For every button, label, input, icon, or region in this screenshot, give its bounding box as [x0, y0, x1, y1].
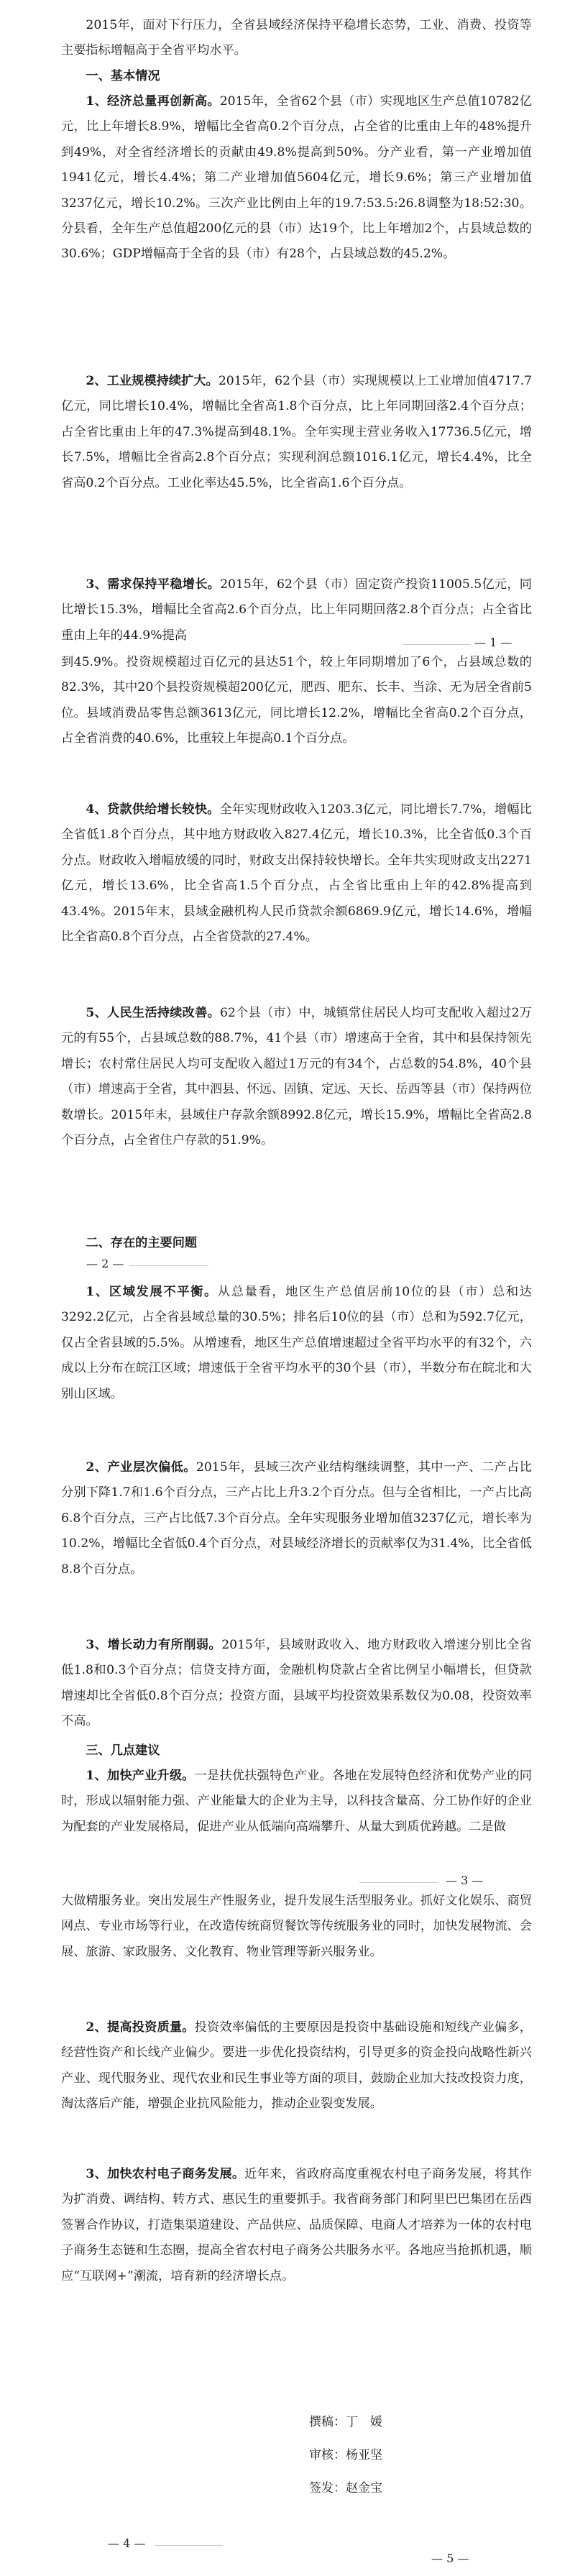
paragraph-ecommerce: 3、加快农村电子商务发展。近年来，省政府高度重视农村电子商务发展，将其作为扩消费、调结构、转方式、惠民生的重要抓手。我省商务部门和阿里巴巴集团在岳西签署合作协议，打造集渠道建设、产品供应、品质保障、电商人才培养为一体的农村电子商务生态链和生态圈，提高全省农村电子商务公共服务水平。各地应当抢抓机遇，顺应“互联网+”潮流，培育新的经济增长点。	[61, 2167, 532, 2283]
paragraph-economy: 1、经济总量再创新高。2015年，全省62个县（市）实现地区生产总值10782亿元，比上年增长8.9%，增幅比全省高0.2个百分点，占全省的比重由上年的48%提升到49%，对全省经济增长的贡献由49.8%提高到50%。分产业看，第一产业增加值1941亿元，增长4.4%；第二产业增加值5604亿元，增长9.6%；第三产业增加值3237亿元，增长10.2%。三次产业比例由上年的19.7:53.5:26.8调整为18:52:30。分县看，全年生产总值超200亿元的县（市）达19个，比上年增加2个，占县域总数的30.6%；GDP增幅高于全省的县（市）有28个，占县域总数的45.2%。	[61, 94, 532, 262]
page-divider	[129, 1265, 208, 1266]
section-heading-problems: 二、存在的主要问题	[86, 1236, 198, 1250]
page-number-2: — 2 —	[86, 1257, 124, 1270]
paragraph-demand: 3、需求保持平稳增长。2015年，62个县（市）固定资产投资11005.5亿元，同比增长15.3%，增幅比全省高2.6个百分点，比上年同期回落2.8个百分点；占全省比重由上年的44.9%提高	[61, 577, 532, 643]
intro-paragraph: 2015年，面对下行压力，全省县域经济保持平稳增长态势，工业、消费、投资等主要指标增幅高于全省平均水平。	[61, 18, 532, 58]
page-divider	[359, 1882, 438, 1883]
paragraph-upgrade-cont: 大做精服务业。突出发展生产性服务业，提升发展生活型服务业。抓好文化娱乐、商贸网点、专业市场等行业，在改造传统商贸餐饮等传统服务业的同时，加快发展物流、会展、旅游、家政服务、文化教育、物业管理等新兴服务业。	[61, 1894, 532, 1959]
section-heading-suggestions: 三、几点建议	[86, 1743, 160, 1758]
paragraph-imbalance: 1、区域发展不平衡。从总量看，地区生产总值居前10位的县（市）总和达3292.2亿元，占全省县域总量的30.5%；排名后10位的县（市）总和为592.7亿元，仅占全省县域的5.5%。从增速看，地区生产总值增速超过全省平均水平的有32个，六成以上分布在皖江区域；增速低于全省平均水平的30个县（市），半数分布在皖北和大别山区域。	[61, 1285, 532, 1401]
section-heading-basic: 一、基本情况	[86, 69, 160, 83]
page-number-5: — 5 —	[431, 2552, 469, 2565]
paragraph-demand-cont: 到45.9%。投资规模超过百亿元的县达51个，较上年同期增加了6个，占县域总数的82.3%，其中20个县投资规模超200亿元，肥西、肥东、长丰、当涂、无为居全省前5位。县域消费品零售总额3613亿元，同比增长12.2%，增幅比全省高0.2个百分点，占全省消费的40.6%，比重较上年提高0.1个百分点。	[61, 655, 532, 746]
paragraph-industry: 2、工业规模持续扩大。2015年，62个县（市）实现规模以上工业增加值4717.7亿元，同比增长10.4%，增幅比全省高1.8个百分点，比上年同期回落2.4个百分点；占全省比重由上年的47.3%提高到48.1%。全年实现主营业务收入17736.5亿元，增长7.5%，增幅比全省高2.8个百分点；实现利润总额1016.1亿元，增长4.4%，比全省高0.2个百分点。工业化率达45.5%，比全省高1.6个百分点。	[61, 374, 532, 490]
signature-author: 撰稿：丁 媛	[309, 2415, 382, 2429]
paragraph-momentum: 3、增长动力有所削弱。2015年，县域财政收入、地方财政收入增速分别比全省低1.8和0.3个百分点；信贷支持方面，金融机构贷款占全省比例呈小幅增长，但贷款增速却比全省低0.8个百分点；投资方面，县域平均投资效果系数仅为0.08，投资效率不高。	[61, 1638, 532, 1729]
paragraph-investment: 2、提高投资质量。投资效率偏低的主要原因是投资中基础设施和短线产业偏多，经营性资产和长线产业偏少。要进一步优化投资结构，引导更多的资金投向战略性新兴产业、现代服务业、现代农业和民生事业等方面的项目，鼓励企业加大技改投资力度，淘汰落后产能，增强企业抗风险能力，推动企业裂变发展。	[61, 2020, 532, 2112]
paragraph-livelihood: 5、人民生活持续改善。62个县（市）中，城镇常住居民人均可支配收入超过2万元的有55个，占县域总数的88.7%，41个县（市）增速高于全省，其中和县保持领先增长；农村常住居民人均可支配收入超过1万元的有34个，占总数的54.8%，40个县（市）增速高于全省，其中泗县、怀远、固镇、定远、天长、岳西等县（市）保持两位数增长。2015年末，县域住户存款余额8992.8亿元，增长15.9%，增幅比全省高2.8个百分点，占全省住户存款的51.9%。	[61, 1006, 532, 1148]
page-divider	[403, 644, 471, 645]
paragraph-fiscal: 4、贷款供给增长较快。全年实现财政收入1203.3亿元，同比增长7.7%，增幅比全省低1.8个百分点，其中地方财政收入827.4亿元，增长10.3%，比全省低0.3个百分点。财政收入增幅放缓的同时，财政支出保持较快增长。全年共实现财政支出2271亿元，增长13.6%，比全省高1.5个百分点，占全省比重由上年的42.8%提高到43.4%。2015年末，县域金融机构人民币贷款余额6869.9亿元，增长14.6%，增幅比全省高0.8个百分点，占全省贷款的27.4%。	[61, 802, 532, 945]
page-number-1: — 1 —	[474, 636, 512, 649]
page-number-3: — 3 —	[446, 1874, 484, 1887]
signature-issuer: 签发：赵金宝	[309, 2481, 382, 2495]
page-number-4: — 4 —	[108, 2536, 146, 2550]
paragraph-upgrade: 1、加快产业升级。一是扶优扶强特色产业。各地在发展特色经济和优势产业的同时，形成以辐射能力强、产业能量大的企业为主导，以科技含量高、分工协作好的企业为配套的产业发展格局，促进产业从低端向高端攀升、从量大到质优跨越。二是做	[61, 1769, 532, 1834]
paragraph-industry-level: 2、产业层次偏低。2015年，县域三次产业结构继续调整，其中一产、二产占比分别下降1.7和1.6个百分点，三产占比上升3.2个百分点。但与全省相比，一产占比高6.8个百分点，三产占比低7.3个百分点。全年实现服务业增加值3237亿元，增长率为10.2%，增幅比全省低0.4个百分点，对县域经济增长的贡献率仅为31.4%，比全省低8.8个百分点。	[61, 1460, 532, 1577]
signature-reviewer: 审核：杨亚坚	[309, 2448, 382, 2462]
page-divider	[155, 2545, 223, 2546]
